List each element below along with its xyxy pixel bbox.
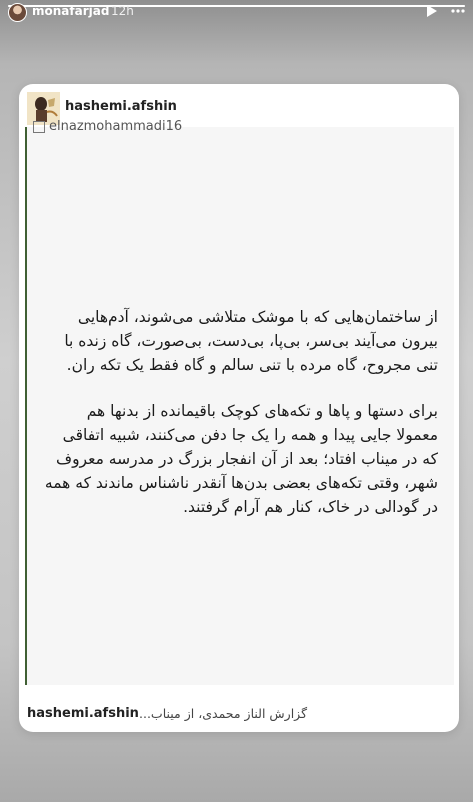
post-author-username[interactable]: hashemi.afshin [65,99,177,114]
article-text [43,305,438,541]
shared-post-card[interactable] [19,84,459,732]
play-icon[interactable] [426,4,438,18]
footer-username[interactable]: hashemi.afshin [27,706,139,721]
story-author-avatar[interactable] [8,3,27,22]
more-icon[interactable] [450,4,466,18]
story-author-username[interactable]: monafarjad [32,4,110,18]
story-timestamp: 12h [111,4,134,18]
post-caption: گزارش الناز محمدی، از میناب... [139,706,308,721]
article-paragraph: از ساختمان‌هایی که با موشک متلاشی می‌شوند، آدم‌هایی بیرون می‌آیند بی‌سر، بی‌پا، بی‌دست، بی‌صورت، گاه زنده با تنی مجروح، گاه مرده با تنی سالم و گاه فقط یک تکه ران. [64,308,438,374]
source-line [33,119,182,134]
repost-icon [33,121,45,133]
story-header [0,0,473,22]
post-content [25,119,454,685]
article-paragraph: برای دستها و پاها و تکه‌های کوچک باقیمانده از بدنها هم معمولا جایی پیدا و همه را یک جا دفن می‌کنند، شبیه اتفاقی که در میناب افتاد؛ بعد از آن انفجار بزرگ در مدرسه معروف شهر، وقتی تکه‌های بعضی بدن‌ها آنقدر ناشناس ماندند که همه در گودالی در خاک، کنار هم آرام گرفتند. [44,402,438,516]
source-username: elnazmohammadi16 [49,119,183,134]
